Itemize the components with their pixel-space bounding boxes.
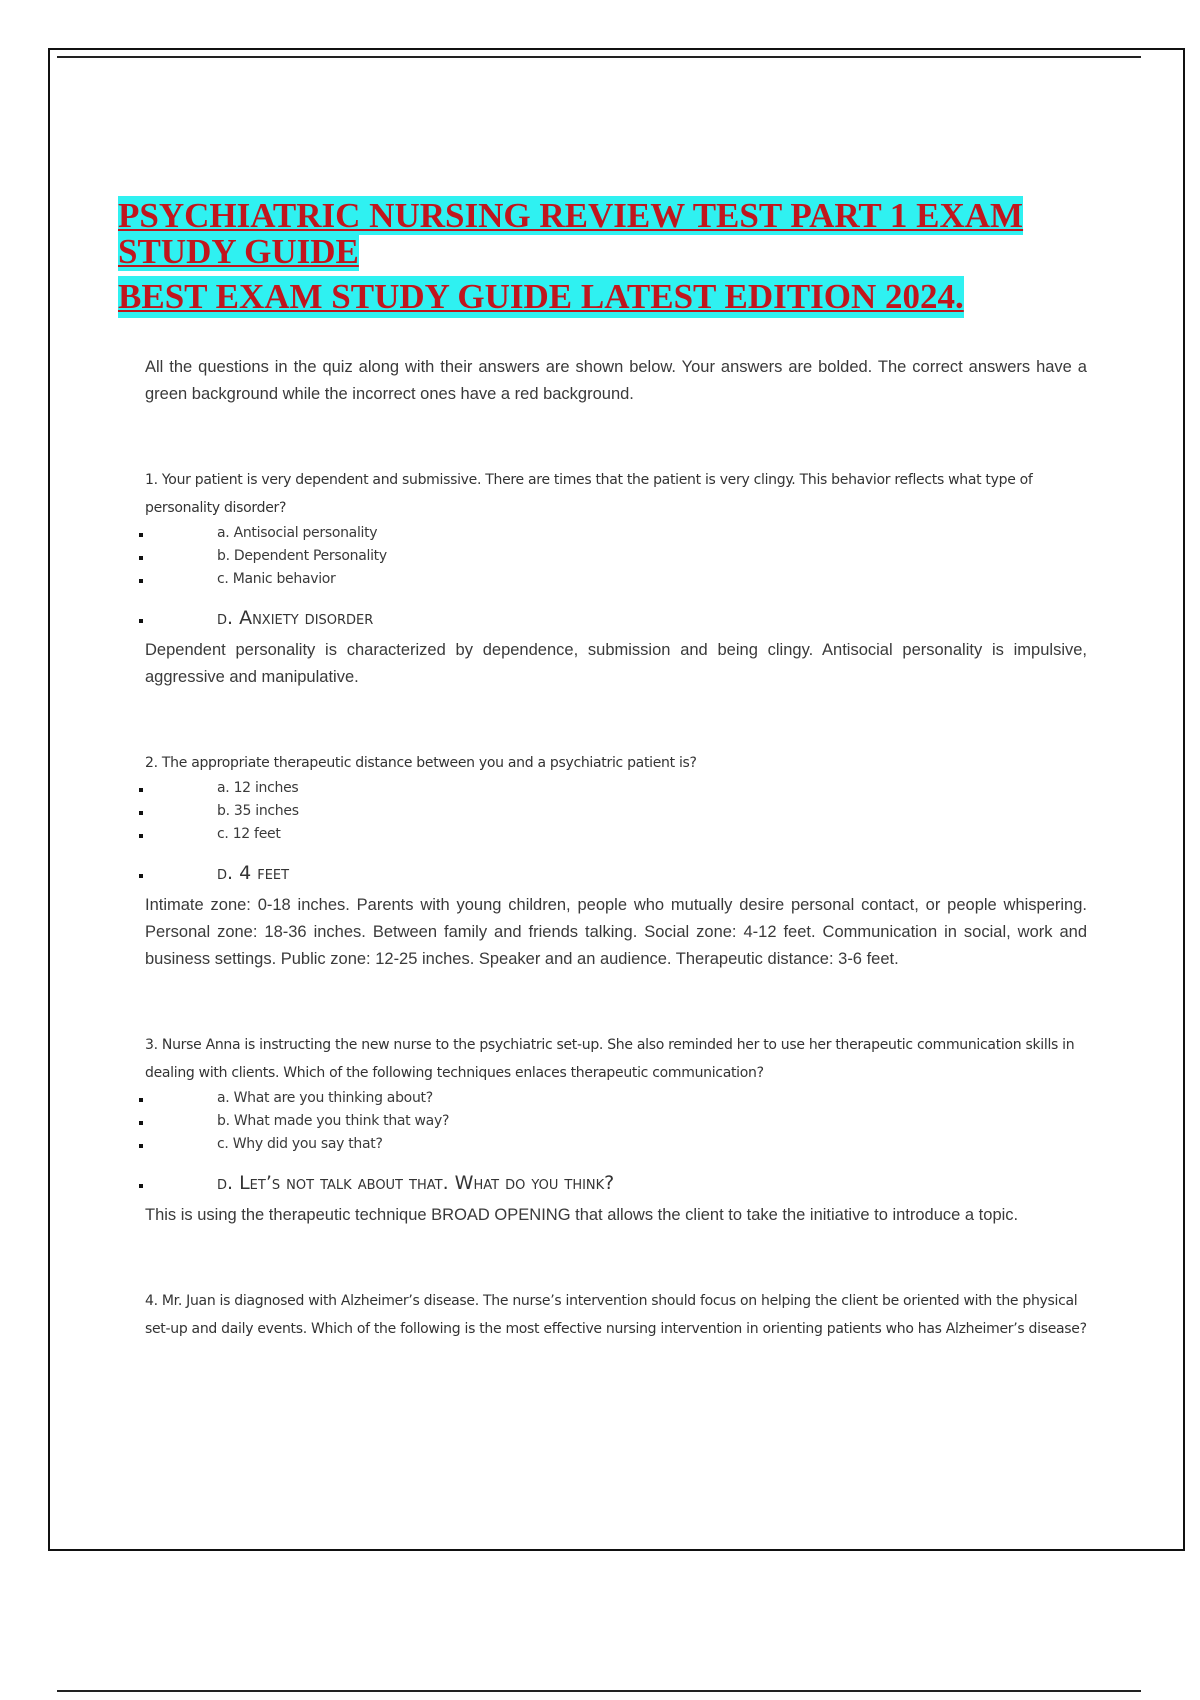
question-text: 1. Your patient is very dependent and submissive. There are times that the patient is very clingy. This behavior reflects what type of personality disorder? bbox=[145, 472, 1033, 516]
answer-d: d. Let’s not talk about that. What do you think? bbox=[145, 1168, 1087, 1198]
explanation: Intimate zone: 0-18 inches. Parents with young children, people who mutually desire personal contact, or people whispering. Personal zone: 18-36 inches. Between family and friends talking. Social zone: 4-12 feet. Communication in social, work and business settings. Public zone: 12-25 inches. Speaker and an audience. Therapeutic distance: 3-6 feet. bbox=[145, 896, 1087, 968]
title-line-1: PSYCHIATRIC NURSING REVIEW TEST PART 1 EXAM STUDY GUIDE bbox=[118, 196, 1024, 271]
options-list bbox=[145, 1087, 1087, 1156]
intro-paragraph: All the questions in the quiz along with their answers are shown below. Your answers are bolded. The correct answers have a green background while the incorrect ones have a red background. bbox=[145, 358, 1087, 403]
question-text: 3. Nurse Anna is instructing the new nurse to the psychiatric set-up. She also reminded her to use her therapeutic communication skills in dealing with clients. Which of the following techniques enlaces therapeutic communication? bbox=[145, 1037, 1075, 1081]
option-a: a. What are you thinking about? bbox=[145, 1087, 1087, 1110]
option-b: b. What made you think that way? bbox=[145, 1110, 1087, 1133]
title-line-2: BEST EXAM STUDY GUIDE LATEST EDITION 2024. bbox=[118, 277, 964, 316]
bottom-rule bbox=[57, 1690, 1141, 1692]
option-c: c. Manic behavior bbox=[145, 568, 1087, 591]
question-block-2 bbox=[145, 749, 1087, 973]
option-b: b. Dependent Personality bbox=[145, 545, 1087, 568]
explanation: Dependent personality is characterized by dependence, submission and being clingy. Antisocial personality is impulsive, aggressive and manipulative. bbox=[145, 641, 1087, 686]
document-title bbox=[118, 198, 1098, 318]
option-c: c. Why did you say that? bbox=[145, 1133, 1087, 1156]
answer-d: d. Anxiety disorder bbox=[145, 603, 1087, 633]
option-a: a. 12 inches bbox=[145, 777, 1087, 800]
question-block-4 bbox=[145, 1287, 1087, 1343]
option-b: b. 35 inches bbox=[145, 800, 1087, 823]
top-rule bbox=[57, 56, 1141, 58]
question-text: 4. Mr. Juan is diagnosed with Alzheimer’s disease. The nurse’s intervention should focus on helping the client be oriented with the physical set-up and daily events. Which of the following is the most effective nursing intervention in orienting patients who has Alzheimer’s disease? bbox=[145, 1293, 1087, 1337]
options-list bbox=[145, 777, 1087, 846]
option-a: a. Antisocial personality bbox=[145, 522, 1087, 545]
document-body bbox=[145, 354, 1087, 1343]
option-c: c. 12 feet bbox=[145, 823, 1087, 846]
question-text: 2. The appropriate therapeutic distance between you and a psychiatric patient is? bbox=[145, 755, 697, 771]
options-list bbox=[145, 522, 1087, 591]
explanation: This is using the therapeutic technique BROAD OPENING that allows the client to take the initiative to introduce a topic. bbox=[145, 1206, 1019, 1224]
answer-d: d. 4 feet bbox=[145, 858, 1087, 888]
question-block-3 bbox=[145, 1031, 1087, 1229]
question-block-1 bbox=[145, 466, 1087, 691]
